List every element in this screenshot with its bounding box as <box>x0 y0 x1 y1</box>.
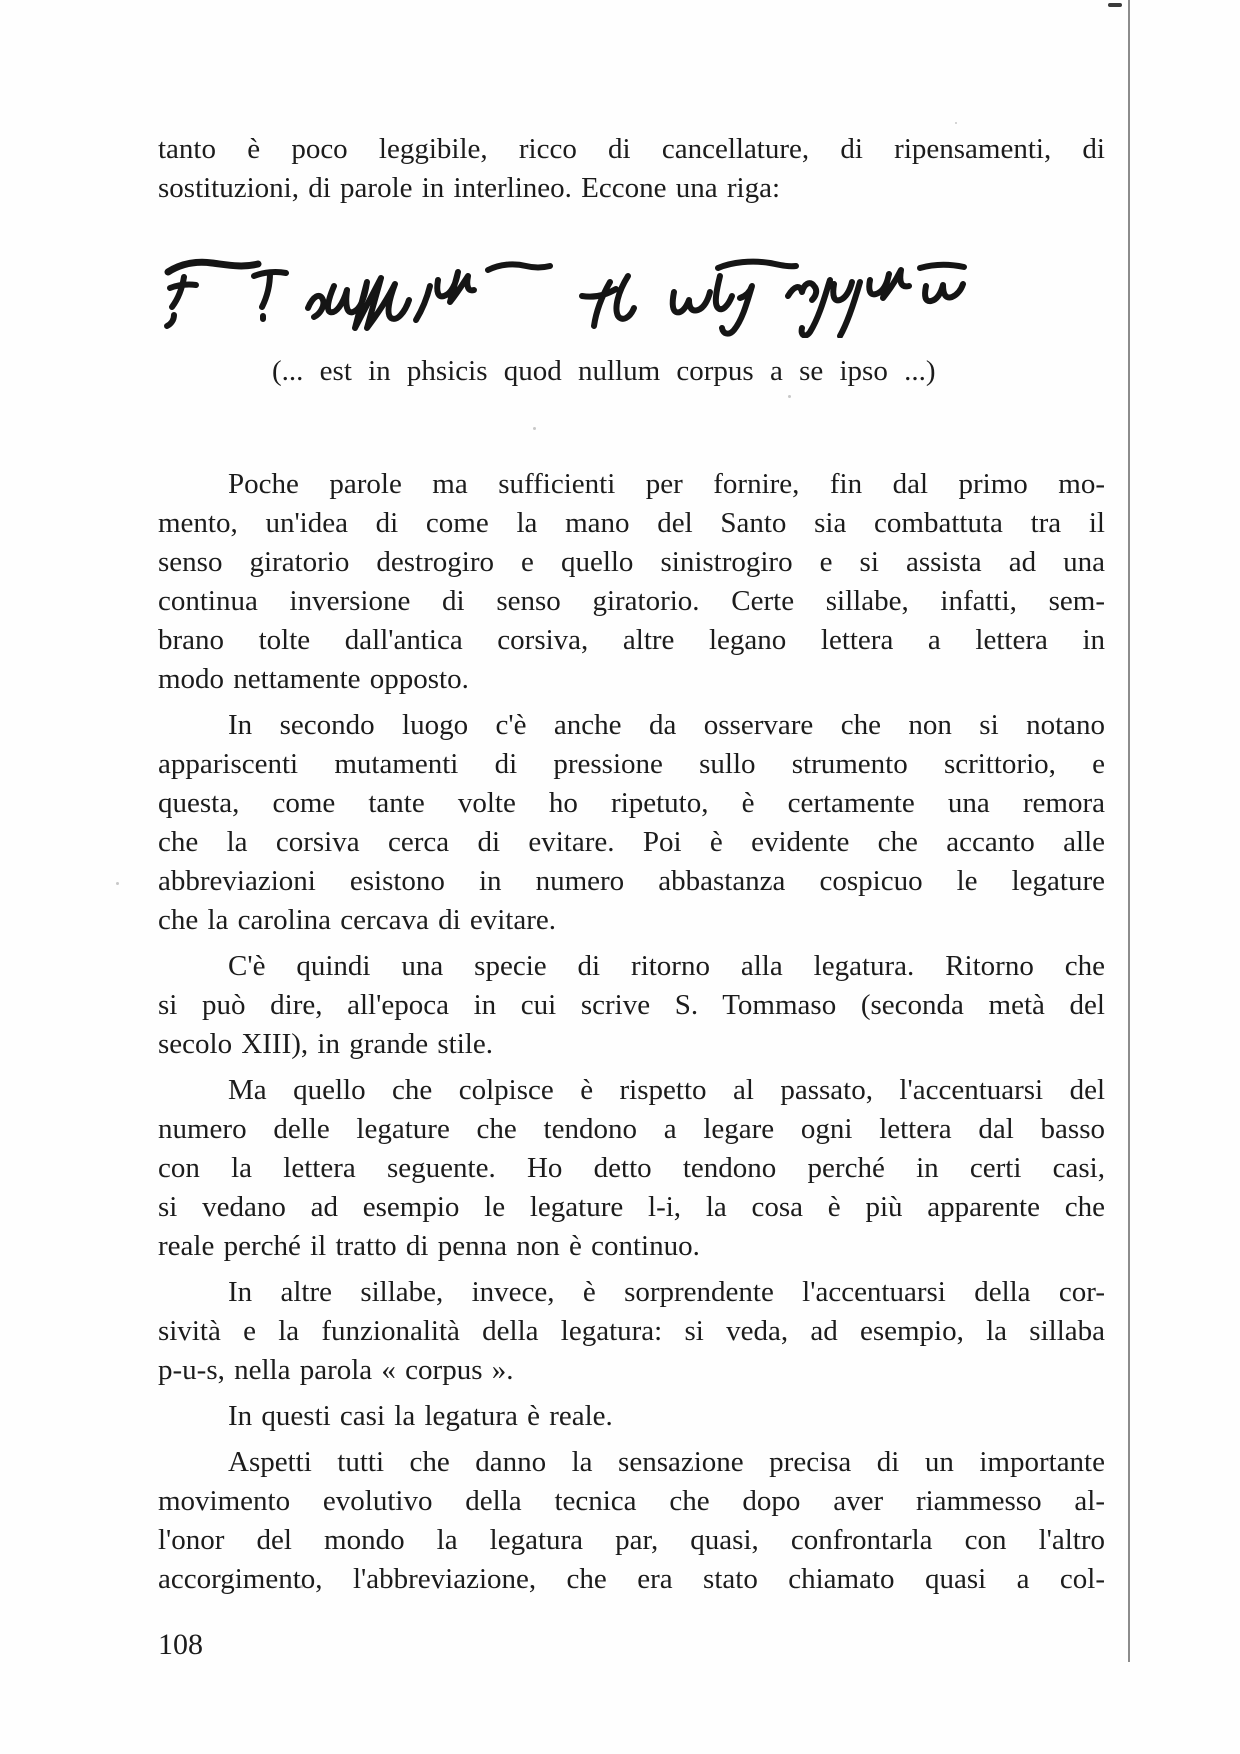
scan-edge-line <box>1128 0 1130 1662</box>
text-line: Poche parole ma sufficienti per fornire, fin dal primo mo- <box>228 468 1105 500</box>
manuscript-caption: (... est in phsicis quod nullum corpus a se ipso ...) <box>272 355 936 387</box>
text-line: mento, un'idea di come la mano del Santo sia combattuta tra il <box>158 507 1105 539</box>
text-line: reale perché il tratto di penna non è continuo. <box>158 1230 700 1262</box>
text-line: l'onor del mondo la legatura par, quasi, confrontarla con l'altro <box>158 1524 1105 1556</box>
text-line: questa, come tante volte ho ripetuto, è certamente una remora <box>158 787 1105 819</box>
text-line: continua inversione di senso giratorio. Certe sillabe, infatti, sem- <box>158 585 1105 617</box>
text-line: In questi casi la legatura è reale. <box>228 1400 613 1432</box>
paragraph <box>158 1397 1105 1436</box>
paragraph <box>158 130 1105 208</box>
scan-mark-dash <box>1108 3 1122 7</box>
handwritten-manuscript-line <box>158 250 973 338</box>
text-line: In secondo luogo c'è anche da osservare che non si notano <box>228 709 1105 741</box>
text-line: C'è quindi una specie di ritorno alla legatura. Ritorno che <box>228 950 1105 982</box>
text-line: Ma quello che colpisce è rispetto al passato, l'accentuarsi del <box>228 1074 1105 1106</box>
paragraph <box>158 465 1105 699</box>
text-line: sostituzioni, di parole in interlineo. Eccone una riga: <box>158 172 781 204</box>
text-line: appariscenti mutamenti di pressione sullo strumento scrittorio, e <box>158 748 1105 780</box>
text-line: Aspetti tutti che danno la sensazione precisa di un importante <box>228 1446 1105 1478</box>
paragraph <box>158 706 1105 940</box>
text-line: brano tolte dall'antica corsiva, altre legano lettera a lettera in <box>158 624 1105 656</box>
page-number: 108 <box>158 1628 203 1661</box>
text-line: si può dire, all'epoca in cui scrive S. Tommaso (seconda metà del <box>158 989 1105 1021</box>
text-line: con la lettera seguente. Ho detto tendono perché in certi casi, <box>158 1152 1105 1184</box>
text-line: numero delle legature che tendono a legare ogni lettera dal basso <box>158 1113 1105 1145</box>
text-line: che la carolina cercava di evitare. <box>158 904 557 936</box>
text-line: sività e la funzionalità della legatura: si veda, ad esempio, la sillaba <box>158 1315 1105 1347</box>
paragraph <box>158 1273 1105 1390</box>
text-line: secolo XIII), in grande stile. <box>158 1028 493 1060</box>
paragraph <box>158 1071 1105 1266</box>
text-line: accorgimento, l'abbreviazione, che era stato chiamato quasi a col- <box>158 1563 1105 1595</box>
text-line: si vedano ad esempio le legature l-i, la cosa è più apparente che <box>158 1191 1105 1223</box>
text-line: movimento evolutivo della tecnica che dopo aver riammesso al- <box>158 1485 1105 1517</box>
scan-speck <box>116 882 119 885</box>
text-line: p-u-s, nella parola « corpus ». <box>158 1354 514 1386</box>
scan-speck <box>955 122 957 124</box>
text-line: tanto è poco leggibile, ricco di cancellature, di ripensamenti, di <box>158 133 1105 165</box>
paragraph <box>158 947 1105 1064</box>
text-line: modo nettamente opposto. <box>158 663 469 695</box>
text-line: In altre sillabe, invece, è sorprendente l'accentuarsi della cor- <box>228 1276 1105 1308</box>
text-line: abbreviazioni esistono in numero abbastanza cospicuo le legature <box>158 865 1105 897</box>
paragraph <box>158 1443 1105 1599</box>
text-line: che la corsiva cerca di evitare. Poi è evidente che accanto alle <box>158 826 1105 858</box>
text-line: senso giratorio destrogiro e quello sinistrogiro e si assista ad una <box>158 546 1105 578</box>
text-block <box>158 130 1105 1606</box>
